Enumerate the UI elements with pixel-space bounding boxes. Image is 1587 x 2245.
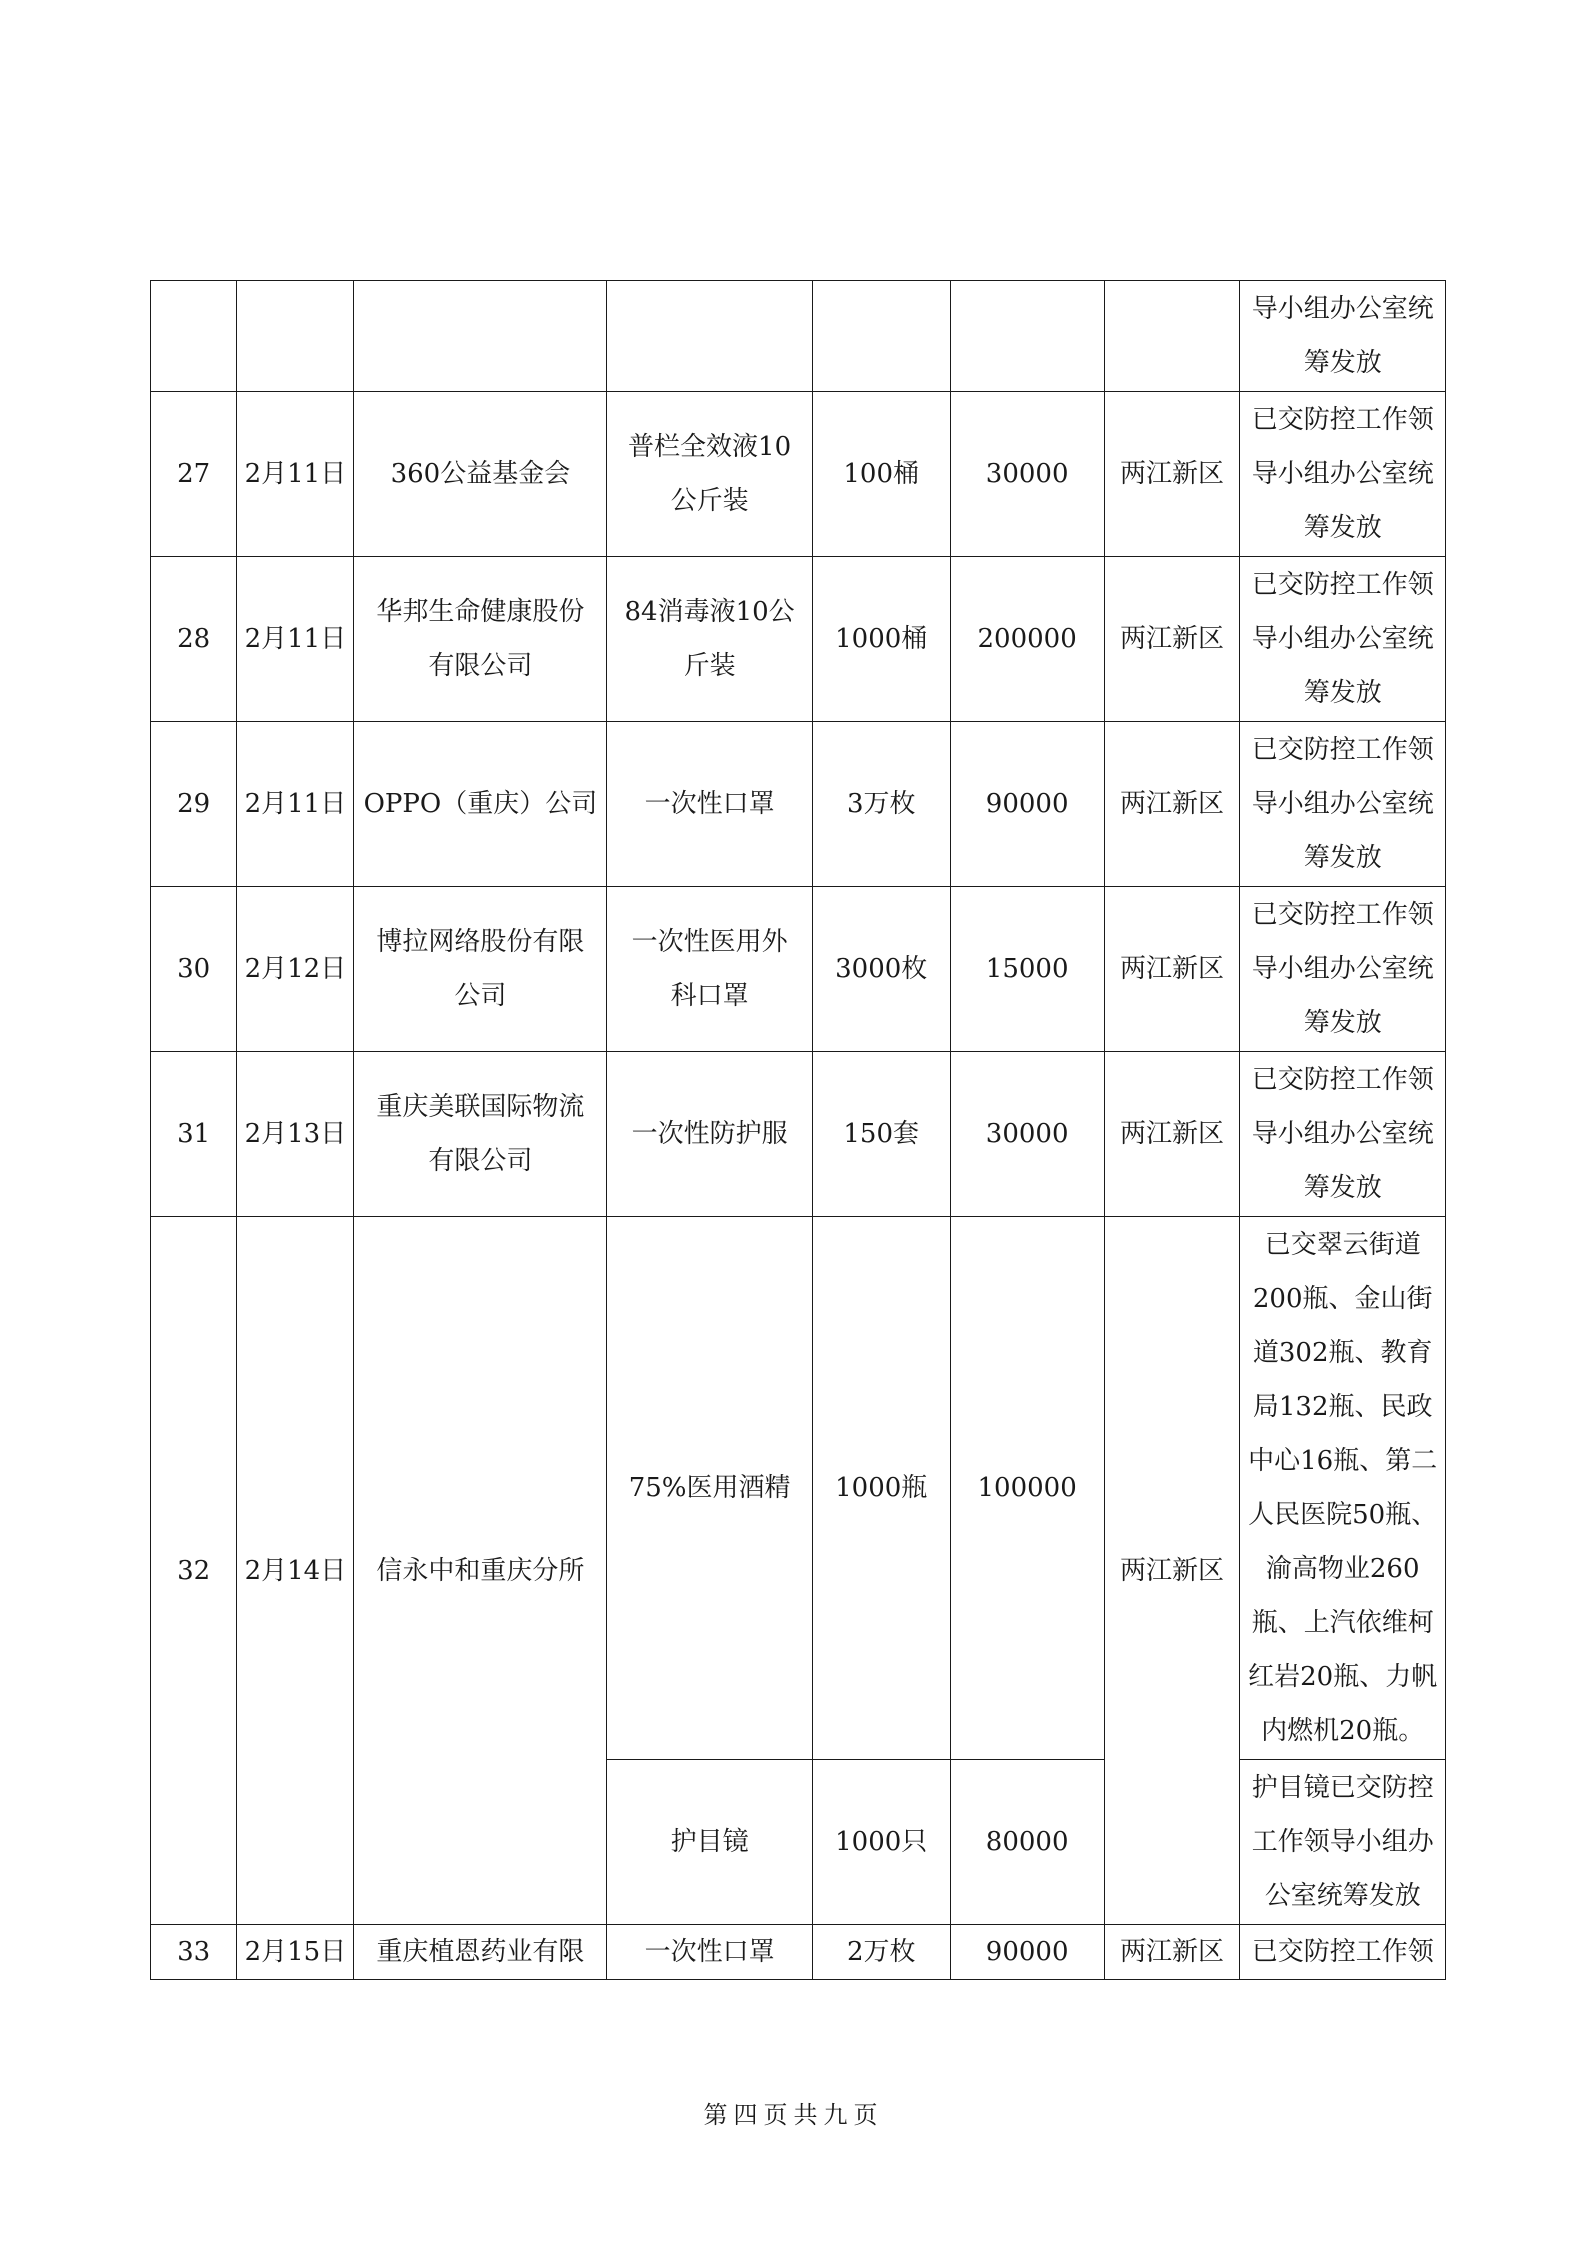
cell-donor <box>354 392 607 557</box>
cell-no: 31 <box>151 1052 237 1217</box>
cell-date: 2月12日 <box>237 887 354 1052</box>
note-line: 200瓶、金山街 <box>1252 1284 1433 1314</box>
cell-donor <box>354 887 607 1052</box>
note-line: 导小组办公室统 <box>1251 459 1434 489</box>
cell-note <box>1240 392 1446 557</box>
note-line: 已交防控工作领 <box>1251 1065 1434 1095</box>
cell-area: 两江新区 <box>1104 887 1240 1052</box>
note-line: 筹发放 <box>1303 1008 1382 1038</box>
table-row-continued <box>151 281 1446 392</box>
cell-no: 32 <box>151 1217 237 1925</box>
cell-item <box>607 722 813 887</box>
table-row <box>151 557 1446 722</box>
note-line: 导小组办公室统 <box>1251 789 1434 819</box>
cell-item: 护目镜 <box>607 1760 813 1925</box>
note-line: 已交防控工作领 <box>1251 735 1434 765</box>
donor-line: 有限公司 <box>428 1146 533 1176</box>
cell-value: 80000 <box>950 1760 1104 1925</box>
cell-donor <box>354 281 607 392</box>
table-row <box>151 887 1446 1052</box>
cell-note <box>1240 1760 1446 1925</box>
item-line: 普栏全效液10 <box>628 432 792 462</box>
item-line: 斤装 <box>683 651 736 681</box>
cell-date: 2月11日 <box>237 722 354 887</box>
note-line: 导小组办公室统 <box>1251 624 1434 654</box>
donor-line: 博拉网络股份有限 <box>376 927 585 957</box>
cell-no: 29 <box>151 722 237 887</box>
cell-qty: 1000只 <box>812 1760 950 1925</box>
note-line: 公室统筹发放 <box>1264 1881 1421 1911</box>
cell-no <box>151 281 237 392</box>
table-row <box>151 1052 1446 1217</box>
cell-date <box>237 281 354 392</box>
page-footer: 第四页共九页 <box>703 2101 884 2129</box>
cell-qty: 1000桶 <box>812 557 950 722</box>
note-line: 导小组办公室统 <box>1251 1119 1434 1149</box>
cell-area <box>1104 281 1240 392</box>
table-row-32a <box>151 1217 1446 1760</box>
cell-area: 两江新区 <box>1104 1925 1240 1980</box>
cell-qty: 150套 <box>812 1052 950 1217</box>
note-line: 筹发放 <box>1303 843 1382 873</box>
note-line: 导小组办公室统 <box>1251 294 1434 324</box>
cell-item <box>607 1052 813 1217</box>
cell-date: 2月13日 <box>237 1052 354 1217</box>
cell-value: 15000 <box>950 887 1104 1052</box>
note-line: 已交翠云街道 <box>1264 1230 1421 1260</box>
note-line: 已交防控工作领 <box>1251 570 1434 600</box>
cell-area: 两江新区 <box>1104 557 1240 722</box>
note-line: 已交防控工作领 <box>1251 900 1434 930</box>
cell-date: 2月15日 <box>237 1925 354 1980</box>
cell-note <box>1240 1217 1446 1760</box>
note-line: 导小组办公室统 <box>1251 954 1434 984</box>
cell-qty: 3万枚 <box>812 722 950 887</box>
cell-area: 两江新区 <box>1104 1052 1240 1217</box>
donor-line: OPPO（重庆）公司 <box>363 789 598 819</box>
cell-note <box>1240 281 1446 392</box>
item-line: 一次性防护服 <box>631 1119 788 1149</box>
cell-item <box>607 887 813 1052</box>
note-line: 已交防控工作领 <box>1251 405 1434 435</box>
cell-qty: 2万枚 <box>812 1925 950 1980</box>
cell-date: 2月11日 <box>237 392 354 557</box>
note-line: 护目镜已交防控 <box>1251 1773 1434 1803</box>
cell-note: 已交防控工作领 <box>1240 1925 1446 1980</box>
cell-note <box>1240 887 1446 1052</box>
table-row <box>151 722 1446 887</box>
cell-no: 33 <box>151 1925 237 1980</box>
note-line: 瓶、上汽依维柯 <box>1251 1608 1434 1638</box>
cell-value <box>950 281 1104 392</box>
table-row <box>151 1925 1446 1980</box>
note-line: 筹发放 <box>1303 513 1382 543</box>
cell-item: 75%医用酒精 <box>607 1217 813 1760</box>
note-line: 渝高物业260 <box>1265 1554 1420 1584</box>
donor-line: 360公益基金会 <box>390 459 571 489</box>
cell-qty: 100桶 <box>812 392 950 557</box>
donor-line: 重庆美联国际物流 <box>376 1092 585 1122</box>
note-line: 筹发放 <box>1303 348 1382 378</box>
cell-donor: 信永中和重庆分所 <box>354 1217 607 1925</box>
cell-no: 27 <box>151 392 237 557</box>
cell-donor <box>354 557 607 722</box>
cell-qty: 3000枚 <box>812 887 950 1052</box>
cell-value: 30000 <box>950 392 1104 557</box>
cell-area: 两江新区 <box>1104 722 1240 887</box>
donor-line: 有限公司 <box>428 651 533 681</box>
note-line: 道302瓶、教育 <box>1252 1338 1433 1368</box>
item-line: 84消毒液10公 <box>624 597 795 627</box>
note-line: 内燃机20瓶。 <box>1261 1716 1425 1746</box>
cell-no: 28 <box>151 557 237 722</box>
cell-value: 100000 <box>950 1217 1104 1760</box>
note-line: 工作领导小组办 <box>1251 1827 1434 1857</box>
note-line: 局132瓶、民政 <box>1252 1392 1433 1422</box>
cell-area: 两江新区 <box>1104 1217 1240 1925</box>
cell-item: 一次性口罩 <box>607 1925 813 1980</box>
note-line: 筹发放 <box>1303 678 1382 708</box>
cell-date: 2月11日 <box>237 557 354 722</box>
cell-donor <box>354 722 607 887</box>
cell-qty: 1000瓶 <box>812 1217 950 1760</box>
donation-table <box>150 280 1446 1980</box>
cell-value: 90000 <box>950 1925 1104 1980</box>
note-line: 人民医院50瓶、 <box>1248 1500 1438 1530</box>
cell-note <box>1240 722 1446 887</box>
cell-no: 30 <box>151 887 237 1052</box>
cell-value: 30000 <box>950 1052 1104 1217</box>
cell-note <box>1240 557 1446 722</box>
table-row <box>151 392 1446 557</box>
item-line: 一次性口罩 <box>644 789 775 819</box>
note-line: 红岩20瓶、力帆 <box>1248 1662 1438 1692</box>
donor-line: 华邦生命健康股份 <box>376 597 585 627</box>
item-line: 科口罩 <box>670 981 749 1011</box>
cell-qty <box>812 281 950 392</box>
donor-line: 公司 <box>454 981 507 1011</box>
cell-area: 两江新区 <box>1104 392 1240 557</box>
cell-item <box>607 557 813 722</box>
cell-item <box>607 392 813 557</box>
cell-item <box>607 281 813 392</box>
cell-date: 2月14日 <box>237 1217 354 1925</box>
cell-value: 90000 <box>950 722 1104 887</box>
note-line: 中心16瓶、第二 <box>1248 1446 1438 1476</box>
cell-donor: 重庆植恩药业有限 <box>354 1925 607 1980</box>
cell-donor <box>354 1052 607 1217</box>
note-line: 筹发放 <box>1303 1173 1382 1203</box>
item-line: 公斤装 <box>670 486 749 516</box>
cell-value: 200000 <box>950 557 1104 722</box>
item-line: 一次性医用外 <box>631 927 788 957</box>
cell-note <box>1240 1052 1446 1217</box>
